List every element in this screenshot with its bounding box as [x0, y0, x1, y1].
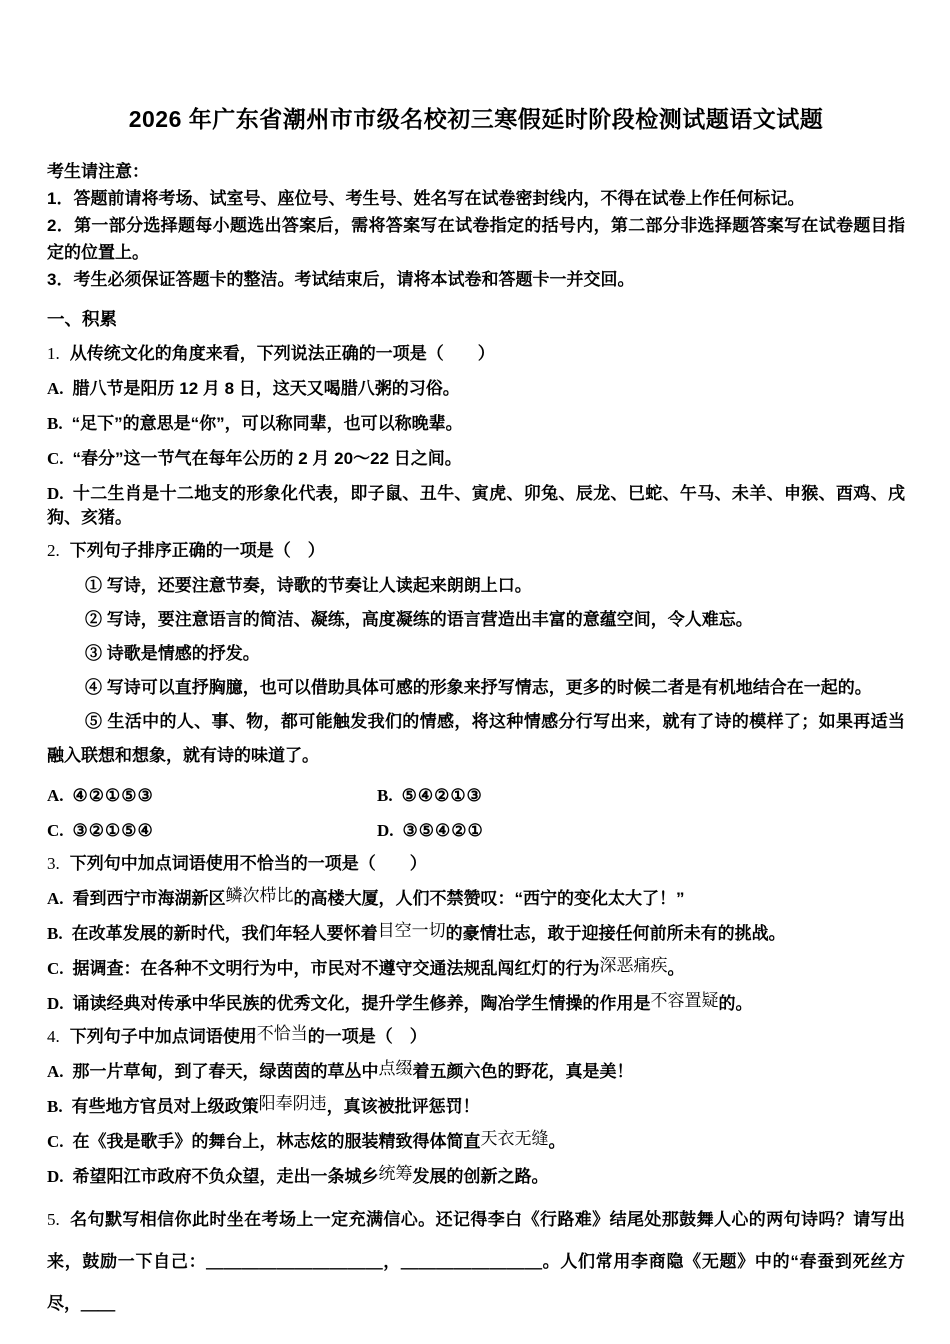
option-text-post: 着五颜六色的野花，真是美！: [412, 1062, 634, 1081]
page-title: 2026 年广东省潮州市市级名校初三寒假延时阶段检测试题语文试题: [128, 106, 824, 132]
emphasized-word: 天衣无缝: [480, 1129, 549, 1148]
question-1-stem-text: 从传统文化的角度来看，下列说法正确的一项是（ ）: [69, 344, 495, 363]
option-text-pre: 那一片草甸，到了春天，绿茵茵的草丛中: [72, 1062, 379, 1081]
option-text: “春分”这一节气在每年公历的 2 月 20～22 日之间。: [72, 449, 462, 468]
option-label: C.: [47, 821, 64, 840]
option-label: B.: [47, 1097, 63, 1116]
question-4-stem-pre: 下列句子中加点词语使用: [69, 1027, 257, 1046]
fill-in-blank-3: ＿＿: [81, 1294, 115, 1313]
emphasized-word: 点缀: [378, 1059, 413, 1078]
sentence-3: ③ 诗歌是情感的抒发。: [85, 644, 260, 663]
question-2-stem: [47, 539, 905, 563]
emphasized-word: 鳞次栉比: [225, 886, 294, 905]
question-2-option-c: [47, 819, 377, 843]
option-label: D.: [47, 484, 64, 503]
option-label: D.: [47, 994, 64, 1013]
question-4: [47, 1025, 905, 1189]
question-4-option-b: [47, 1095, 905, 1119]
sentence-4: ④ 写诗可以直抒胸臆，也可以借助具体可感的形象来抒写情志，更多的时候二者是有机地结合在一起的。: [85, 678, 872, 697]
question-1-option-d: [47, 482, 905, 530]
question-2-sentences: [47, 569, 905, 773]
comma: ，: [383, 1252, 401, 1271]
option-label: D.: [47, 1167, 64, 1186]
section-heading-accumulation: 一、积累: [47, 309, 117, 329]
option-sequence: ④②①⑤③: [72, 786, 154, 805]
question-2-option-row-1: [47, 784, 905, 808]
question-4-option-a: [47, 1060, 905, 1084]
question-2-option-d: [377, 819, 484, 843]
emphasized-word: 目空一切: [377, 921, 446, 940]
option-sequence: ③⑤④②①: [402, 821, 484, 840]
option-text-pre: 据调查：在各种不文明行为中，市民对不遵守交通法规乱闯红灯的行为: [72, 959, 600, 978]
question-3-option-a: [47, 887, 905, 911]
fill-in-blank-2: ＿＿＿＿＿＿＿＿: [400, 1252, 543, 1271]
option-label: B.: [47, 924, 63, 943]
question-4-number: 4.: [47, 1027, 60, 1046]
notice-item-2: 2．第一部分选择题每小题选出答案后，需将答案写在试卷指定的括号内，第二部分非选择题答案写在试卷题目指定的位置上。: [47, 216, 905, 262]
question-3-number: 3.: [47, 854, 60, 873]
option-text-post: 的豪情壮志，敢于迎接任何前所未有的挑战。: [445, 924, 786, 943]
emphasized-word: 阳奉阴违: [258, 1094, 327, 1113]
question-3: [47, 852, 905, 1016]
question-2: [47, 539, 905, 843]
option-label: A.: [47, 889, 64, 908]
question-5: [47, 1199, 905, 1325]
option-text: 十二生肖是十二地支的形象化代表，即子鼠、丑牛、寅虎、卯兔、辰龙、巳蛇、午马、未羊、申猴、酉鸡、戌狗、亥猪。: [47, 484, 905, 527]
question-1-option-a: [47, 377, 905, 401]
question-5-number: 5.: [47, 1210, 60, 1229]
emphasized-word: 不恰当: [256, 1024, 308, 1043]
option-text-pre: 诵读经典对传承中华民族的优秀文化，提升学生修养，陶冶学生情操的作用是: [72, 994, 651, 1013]
option-text-post: ，真该被批评惩罚！: [326, 1097, 480, 1116]
option-text-pre: 有些地方官员对上级政策: [71, 1097, 259, 1116]
sentence-2: ② 写诗，要注意语言的简洁、凝练，高度凝练的语言营造出丰富的意蕴空间，令人难忘。: [85, 610, 753, 629]
option-text: 腊八节是阳历 12 月 8 日，这天又喝腊八粥的习俗。: [72, 379, 460, 398]
emphasized-word: 统筹: [378, 1164, 413, 1183]
question-2-option-b: [377, 784, 483, 808]
question-4-stem-post: 的一项是（ ）: [307, 1027, 427, 1046]
option-label: C.: [47, 959, 64, 978]
question-2-stem-text: 下列句子排序正确的一项是（ ）: [69, 541, 325, 560]
option-label: A.: [47, 1062, 64, 1081]
question-1-option-c: [47, 447, 905, 471]
question-3-stem-text: 下列句中加点词语使用不恰当的一项是（ ）: [69, 854, 427, 873]
option-label: A.: [47, 786, 64, 805]
question-2-number: 2.: [47, 541, 60, 560]
notice-heading: 考生请注意：: [47, 162, 149, 181]
question-3-option-b: [47, 922, 905, 946]
question-1-number: 1.: [47, 344, 60, 363]
option-text-post: 。: [667, 959, 685, 978]
option-text-post: 发展的创新之路。: [412, 1167, 549, 1186]
question-2-option-a: [47, 784, 377, 808]
sentence-5: ⑤ 生活中的人、事、物，都可能触发我们的情感，将这种情感分行写出来，就有了诗的模样了；如果再适当融入联想和想象，就有诗的味道了。: [47, 712, 905, 765]
question-3-option-c: [47, 957, 905, 981]
option-label: B.: [377, 786, 393, 805]
question-5-text: [47, 1199, 905, 1325]
emphasized-word: 深恶痛疾: [599, 956, 668, 975]
option-label: C.: [47, 1132, 64, 1151]
option-label: A.: [47, 379, 64, 398]
question-3-stem: [47, 852, 905, 876]
question-2-option-row-2: [47, 819, 905, 843]
fill-in-blank-1: ＿＿＿＿＿＿＿＿＿＿: [206, 1252, 384, 1271]
question-1-stem: [47, 342, 905, 366]
notice-item-3: 3．考生必须保证答题卡的整洁。考试结束后，请将本试卷和答题卡一并交回。: [47, 270, 635, 289]
option-sequence: ③②①⑤④: [72, 821, 154, 840]
option-text-post: 的高楼大厦，人们不禁赞叹：“西宁的变化太大了！”: [293, 889, 685, 908]
question-1: [47, 342, 905, 530]
notice-block: [47, 158, 905, 293]
question-5-text-pre: 名句默写相信你此时坐在考场上一定充满信心。还记得李白《行路难》结尾处那鼓舞人心的两句诗吗？请写出来，鼓励一下自己：: [47, 1210, 905, 1271]
sentence-1: ① 写诗，还要注意节奏，诗歌的节奏让人读起来朗朗上口。: [85, 576, 532, 595]
notice-item-1: 1．答题前请将考场、试室号、座位号、考生号、姓名写在试卷密封线内，不得在试卷上作任何标记。: [47, 189, 805, 208]
option-text-pre: 在《我是歌手》的舞台上，林志炫的服装精致得体简直: [72, 1132, 481, 1151]
question-4-stem: [47, 1025, 905, 1049]
option-sequence: ⑤④②①③: [401, 786, 483, 805]
option-label: C.: [47, 449, 64, 468]
question-4-option-d: [47, 1165, 905, 1189]
question-1-option-b: [47, 412, 905, 436]
option-text-post: 。: [548, 1132, 566, 1151]
question-5-text-mid: 。人们常用李商隐《无题》中的“春蚕到死丝方尽，: [47, 1252, 906, 1313]
option-label: B.: [47, 414, 63, 433]
option-label: D.: [377, 821, 394, 840]
option-text-pre: 看到西宁市海湖新区: [72, 889, 226, 908]
question-3-option-d: [47, 992, 905, 1016]
question-4-option-c: [47, 1130, 905, 1154]
option-text-pre: 希望阳江市政府不负众望，走出一条城乡: [72, 1167, 379, 1186]
emphasized-word: 不容置疑: [650, 991, 719, 1010]
option-text-post: 的。: [718, 994, 753, 1013]
option-text-pre: 在改革发展的新时代，我们年轻人要怀着: [71, 924, 378, 943]
option-text: “足下”的意思是“你”，可以称同辈，也可以称晚辈。: [71, 414, 463, 433]
